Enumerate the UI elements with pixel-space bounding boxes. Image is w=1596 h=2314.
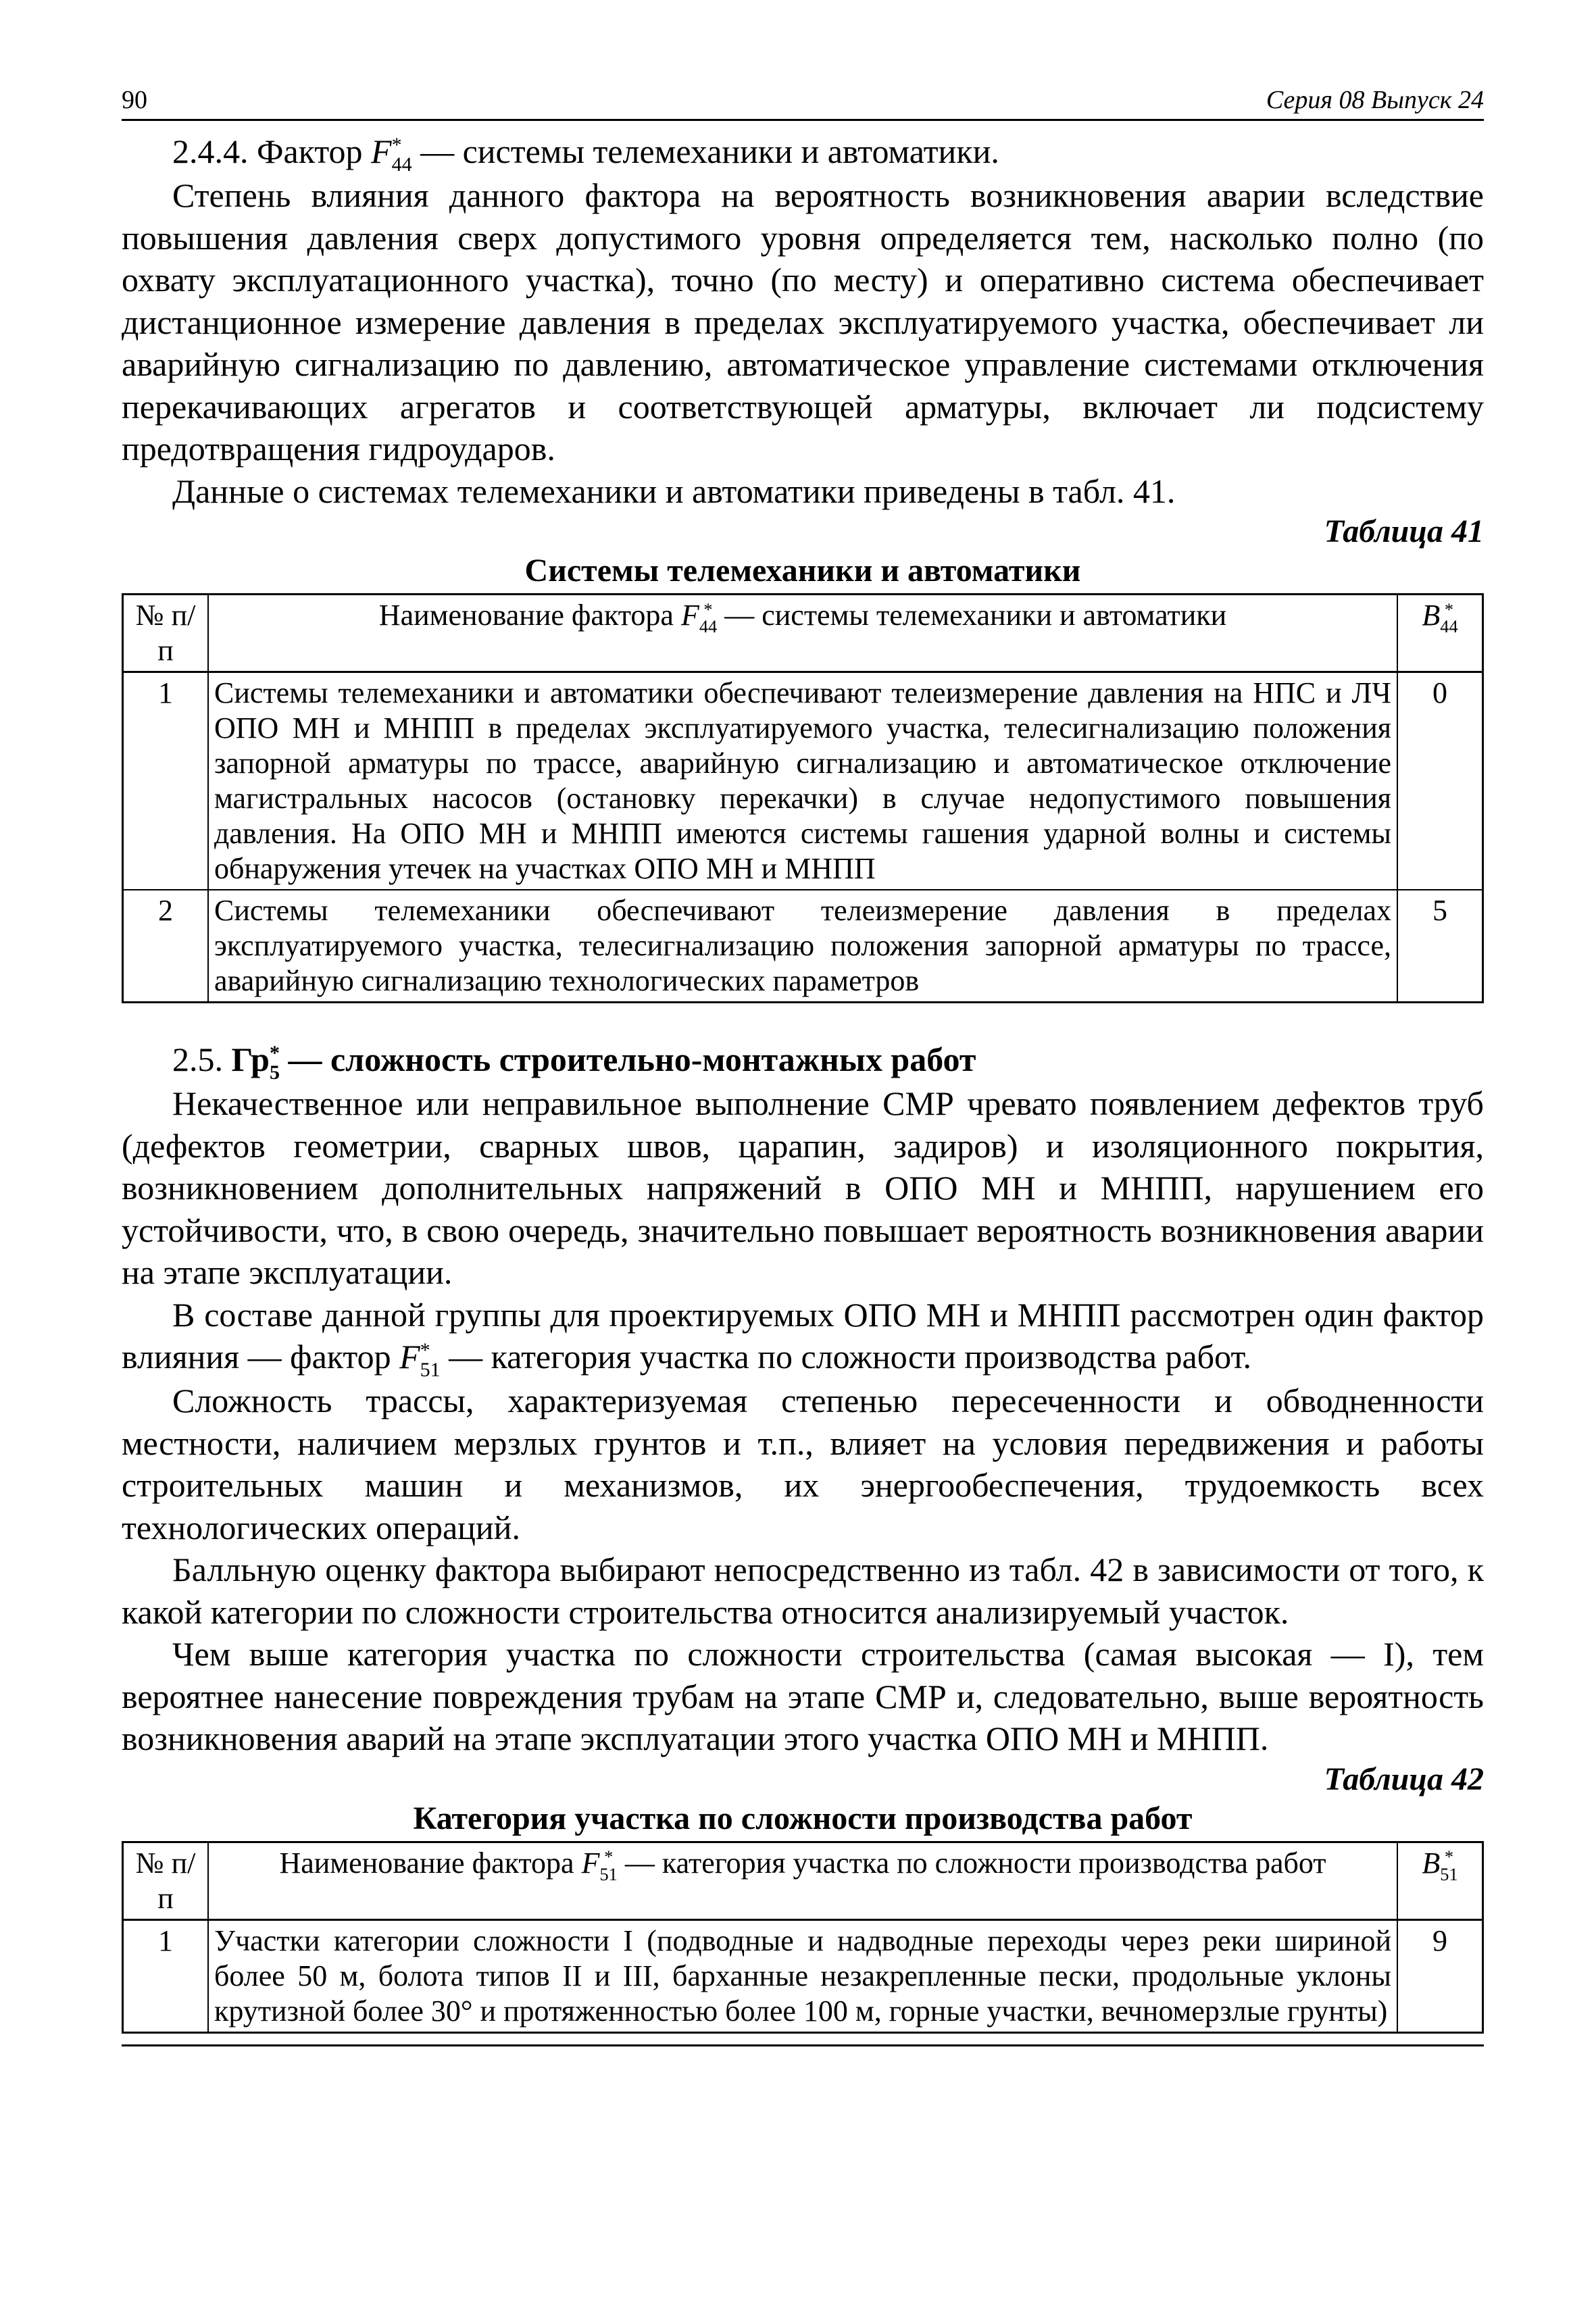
column-header-number: № п/п	[123, 1842, 209, 1919]
paragraph: Некачественное или неправильное выполнение СМР чревато появлением дефектов труб (дефектов геометрии, сварных швов, царапин, задиров) и изоляционного покрытия, возникновением дополнительных напряжений в ОПО МН и МНПП, нарушением его устойчивости, что, в свою очередь, значительно повышает вероятность возникновения аварии на этапе эксплуатации.	[122, 1084, 1484, 1292]
table-header-row	[123, 595, 1483, 672]
table-row	[123, 890, 1483, 1003]
table-42-title: Категория участка по сложности производства работ	[413, 1800, 1193, 1836]
column-header-score: B * 44	[1397, 595, 1483, 672]
paragraph: Степень влияния данного фактора на вероятность возникновения аварии вследствие повышения давления сверх допустимого уровня определяется тем, насколько полно (по охвату эксплуатационного участка), точно (по месту) и оперативно система обеспечивает дистанционное измерение давления в пределах эксплуатируемого участка, обеспечивает ли аварийную сигнализацию по давлению, автоматическое управление системами отключения перекачивающих агрегатов и соответствующей арматуры, включает ли подсистему предотвращения гидроударов.	[122, 176, 1484, 468]
row-score: 0	[1397, 672, 1483, 890]
row-name: Системы телемеханики и автоматики обеспечивают телеизмерение давления на НПС и ЛЧ ОПО МН и МНПП в пределах эксплуатируемого участка, телесигнализацию положения запорной арматуры по трассе, аварийную сигнализацию и автоматическое отключение магистральных насосов (остановку перекачки) в случае недопустимого повышения давления. На ОПО МН и МНПП имеются системы гашения ударной волны и системы обнаружения утечек на участках ОПО МН и МНПП	[208, 672, 1397, 890]
table-42	[122, 1841, 1484, 2034]
table-41	[122, 593, 1484, 1003]
paragraph: Балльную оценку фактора выбирают непосредственно из табл. 42 в зависимости от того, к какой категории по сложности строительства относится анализируемый участок.	[122, 1551, 1484, 1631]
row-score: 9	[1397, 1919, 1483, 2032]
row-number: 1	[123, 672, 209, 890]
row-name: Участки категории сложности I (подводные и надводные переходы через реки шириной более 50 м, болота типов II и III, барханные незакрепленные пески, продольные уклоны крутизной более 30° и протяженностью более 100 м, горные участки, вечномерзлые грунты)	[208, 1919, 1397, 2032]
table-41-title: Системы телемеханики и автоматики	[524, 553, 1081, 589]
bottom-rule	[122, 2044, 1484, 2046]
column-header-name: Наименование фактора F * 51 — категория участка по сложности производства работ	[208, 1842, 1397, 1919]
column-header-name: Наименование фактора F * 44 — системы телемеханики и автоматики	[208, 595, 1397, 672]
table-row	[123, 672, 1483, 890]
paragraph: Сложность трассы, характеризуемая степенью пересеченности и обводненности местности, наличием мерзлых грунтов и т.п., влияет на условия передвижения и работы строительных машин и механизмов, их энергообеспечения, трудоемкость всех технологических операций.	[122, 1382, 1484, 1546]
section-2-5-heading: 2.5. Гр * 5 — сложность строительно-монтажных работ	[172, 1040, 976, 1084]
paragraph: Чем выше категория участка по сложности строительства (самая высокая — I), тем вероятнее нанесение повреждения трубам на этапе СМР и, следовательно, выше вероятность возникновения аварий на этапе эксплуатации этого участка ОПО МН и МНПП.	[122, 1635, 1484, 1758]
paragraph: Данные о системах телемеханики и автоматики приведены в табл. 41.	[172, 472, 1176, 510]
row-name: Системы телемеханики обеспечивают телеизмерение давления в пределах эксплуатируемого участка, телесигнализацию положения запорной арматуры по трассе, аварийную сигнализацию технологических параметров	[208, 890, 1397, 1003]
table-41-label: Таблица 41	[1324, 513, 1484, 550]
page-number: 90	[122, 86, 147, 114]
row-number: 1	[123, 1919, 209, 2032]
table-row	[123, 1919, 1483, 2032]
document-page	[122, 80, 1484, 2046]
paragraph: В составе данной группы для проектируемых ОПО МН и МНПП рассмотрен один фактор влияния — фактор F * 51 — категория участка по сложности производства работ.	[122, 1295, 1484, 1381]
page-header	[122, 80, 1484, 121]
series-label: Серия 08 Выпуск 24	[1266, 86, 1484, 114]
row-score: 5	[1397, 890, 1483, 1003]
section-2-4-4-heading: 2.4.4. Фактор F * 44 — системы телемеханики и автоматики.	[172, 132, 999, 176]
column-header-score: B * 51	[1397, 1842, 1483, 1919]
row-number: 2	[123, 890, 209, 1003]
group-symbol: Гр	[231, 1040, 270, 1079]
column-header-number: № п/п	[123, 595, 209, 672]
table-42-label: Таблица 42	[1324, 1761, 1484, 1797]
table-header-row	[123, 1842, 1483, 1919]
factor-symbol: F	[371, 132, 392, 170]
